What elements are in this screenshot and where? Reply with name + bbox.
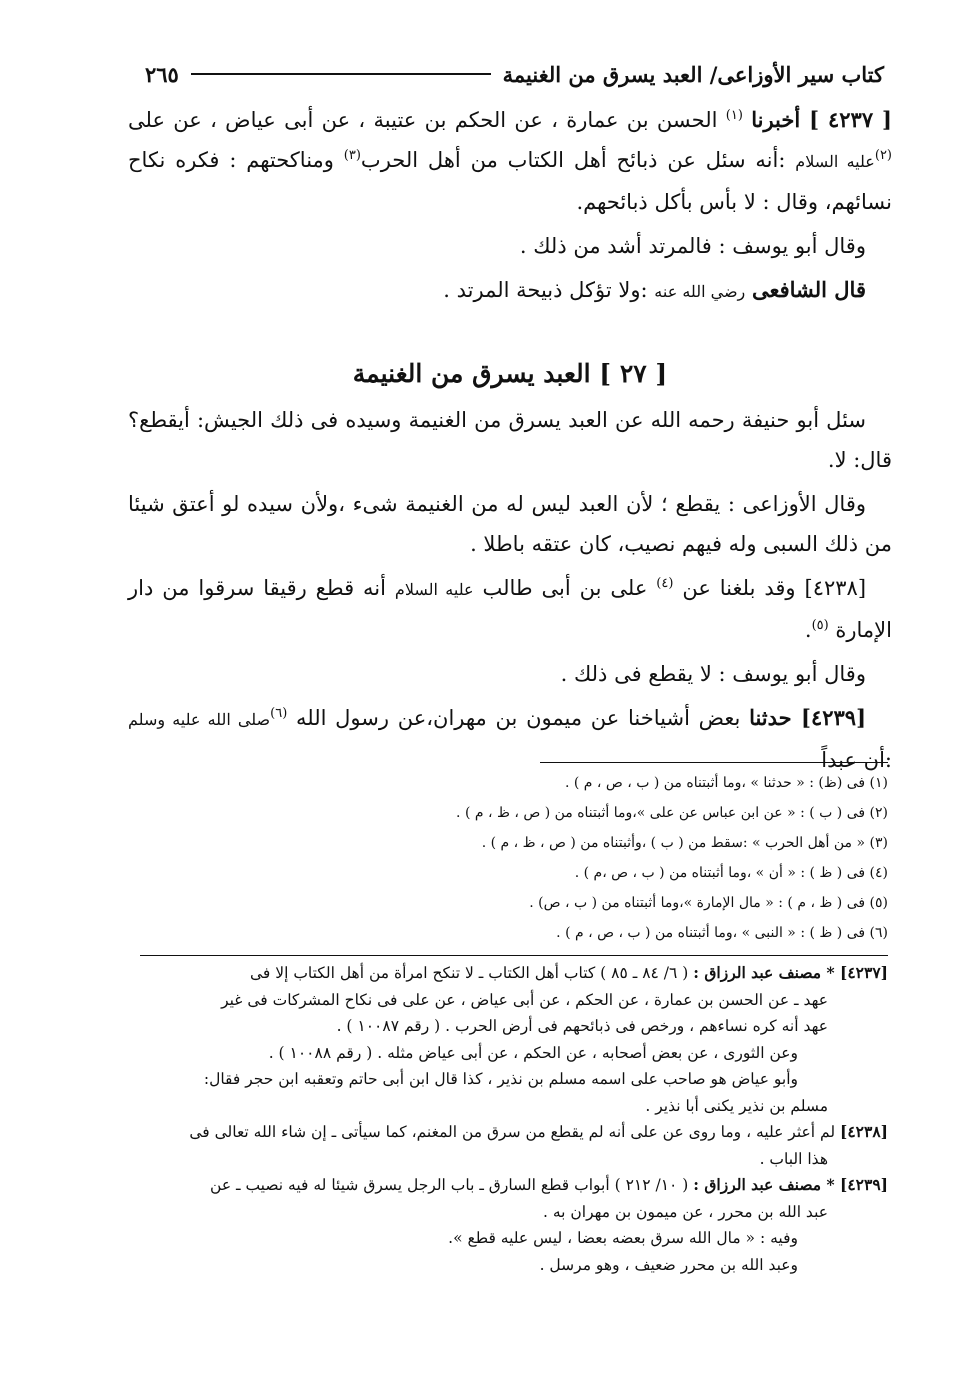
running-head: [145, 56, 884, 92]
paragraph-text: :ولا تؤكل ذبيحة المرتد .: [443, 278, 655, 302]
takhrij-4237-line: مسلم بن نذير يكنى أبا نذير .: [645, 1096, 828, 1115]
paragraph-abu-yusuf-2: وقال أبو يوسف : لا يقطع فى ذلك .: [560, 662, 866, 686]
footnotes: [456, 768, 888, 948]
takhrij-text: لم أعثر عليه ، وما روى عن على أنه لم يقطع من سرق من المغنم، كما سيأتى ـ إن شاء الله تعالى فى: [189, 1123, 840, 1141]
paragraph-text: على بن أبى طالب: [473, 576, 657, 600]
footnote-ref-2: (٢): [874, 148, 892, 163]
takhrij-4239-line: وفيه : « مال الله سرق بعضه بعضا ، ليس عليه قطع ».: [448, 1229, 798, 1247]
footnote-separator: [540, 762, 888, 763]
takhrij-4238-line: هذا الباب .: [759, 1149, 828, 1168]
takhrij-4238-line: [140, 1119, 888, 1146]
takhrij-4237-line: وأبو عياض هو صاحب على اسمه مسلم بن نذير ، كذا قال ابن أبى حاتم وتعقبه ابن حجر فقال:: [203, 1070, 798, 1088]
footnote-1: (١) فى (ظ) : « حدثنا » ،وما أثبتناه من ( ب ، ص ، م ) .: [564, 775, 888, 791]
footnote-6: (٦) فى ( ظ ) : « النبى » ،وما أثبتناه من ( ب ، ص ، م ) .: [556, 925, 888, 941]
takhrij-4239-line: وعبد الله بن محرر ضعيف ، وهو مرسل .: [539, 1255, 798, 1274]
footnote-ref-6: (٦): [270, 706, 288, 721]
honorific-glyph: رضي الله عنه: [654, 282, 746, 301]
paragraph-text: .: [804, 618, 812, 642]
honorific-glyph: صلى الله عليه وسلم: [128, 710, 271, 729]
takhrij-4237-line: [140, 960, 888, 987]
footnote-ref-3: (٣): [343, 148, 361, 163]
paragraph-text: :أنه سئل عن ذبائح أهل الكتاب من أهل الحرب: [360, 148, 796, 172]
paragraph-text: ومناكحتهم : فكره نكاح نسائهم، وقال : لا بأس بأكل ذبائحهم.: [128, 148, 892, 214]
takhrij-4237-line: عهد ـ عن الحسن بن عمارة ، عن الحكم ، عن أبى عياض ، عن على فى نكاح المشركات فى غير: [221, 990, 828, 1009]
hadith-number-4237: [ ٤٢٣٧ ] أخبرنا: [751, 107, 892, 132]
takhrij-4239-line: عبد الله بن محرر ، عن ميمون بن مهران به .: [543, 1202, 828, 1221]
paragraph-text: :أن عبداً: [821, 748, 892, 772]
paragraph-text: أنه قطع رقيقا سرقوا من دار الإمارة: [128, 576, 892, 642]
honorific-glyph: عليه السلام: [394, 580, 474, 599]
footnote-4: (٤) فى ( ظ ) : « أن » ،وما أثبتناه من ( ب ، ص ،م ) .: [574, 865, 888, 881]
takhrij-4238-head: [٤٢٣٨]: [840, 1122, 888, 1141]
paragraph-text: [٤٢٣٨] وقد بلغنا عن: [673, 576, 867, 600]
running-head-rule: [191, 73, 491, 75]
takhrij-4237-line: عهد أنه كره نساءهم ، ورخص فى ذبائحهم فى أرض الحرب . ( رقم ١٠٠٨٧ ) .: [336, 1017, 828, 1035]
paragraph-abu-hanifa: سئل أبو حنيفة رحمه الله عن العبد يسرق من الغنيمة وسيده فى ذلك الجيش: أيقطع؟ قال: لا.: [128, 408, 892, 472]
hadith-number-4239: [٤٢٣٩] حدثنا: [749, 705, 867, 730]
takhrij-text: ( ١٠/ ٢١٢ ) أبواب قطع السارق ـ باب الرجل يسرق شيئا له فيه نصيب ـ عن: [210, 1176, 694, 1194]
paragraph-abu-yusuf-1: وقال أبو يوسف : فالمرتد أشد من ذلك .: [519, 234, 866, 258]
takhrij-separator: [140, 955, 888, 956]
takhrij-4239-line: [140, 1172, 888, 1199]
page-number: ٢٦٥: [145, 61, 179, 87]
shafii-label: قال الشافعى: [751, 277, 866, 302]
takhrij-text: ( ٦/ ٨٤ ـ ٨٥ ) كتاب أهل الكتاب ـ لا تنكح امرأة من أهل الكتاب إلا فى: [249, 964, 694, 982]
footnote-ref-5: (٥): [811, 618, 829, 633]
paragraph-text: الحسن بن عمارة ، عن الحكم بن عتيبة ، عن أبى عياض ، عن على: [128, 108, 726, 132]
footnote-2: (٢) فى ( ب ) : « عن ابن عباس عن على »،وما أثبتناه من ( ص ، ظ ، م ) .: [456, 805, 888, 821]
footnote-5: (٥) فى ( ظ ، م ) : « مال الإمارة »،وما أثبتناه من ( ب ، ص) .: [529, 895, 888, 911]
paragraph-4237: [128, 100, 892, 222]
paragraph-awzai: وقال الأوزاعى : يقطع ؛ لأن العبد ليس له من الغنيمة شىء ،ولأن سيده لو أعتق شيئا من ذلك السبى وله فيهم نصيب، كان عتقه باطلا .: [128, 492, 892, 556]
section-title: [ ٢٧ ] العبد يسرق من الغنيمة: [352, 359, 668, 388]
takhrij-4237-head: [٤٢٣٧] * مصنف عبد الرزاق :: [693, 963, 888, 982]
running-head-title: كتاب سير الأوزاعى/ العبد يسرق من الغنيمة: [502, 61, 884, 87]
takhrij-4239-head: [٤٢٣٩] * مصنف عبد الرزاق :: [693, 1175, 888, 1194]
footnote-ref-1: (١): [725, 108, 743, 123]
paragraph-shafii: [128, 270, 892, 312]
honorific-glyph: عليه السلام: [795, 152, 875, 171]
paragraph-4238: [128, 568, 892, 650]
footnote-3: (٣) « من أهل الحرب » :سقط من ( ب ) ،وأثبتناه من ( ص ، ظ ، م ) .: [481, 835, 888, 851]
paragraph-text: بعض أشياخنا عن ميمون بن مهران،عن رسول الله: [287, 706, 750, 730]
main-text: [128, 100, 892, 784]
takhrij-4237-line: وعن الثورى ، عن بعض أصحابه ، عن الحكم ، عن أبى عياض مثله . ( رقم ١٠٠٨٨ ) .: [268, 1043, 798, 1062]
takhrij-notes: [140, 960, 888, 1278]
footnote-ref-4: (٤): [656, 576, 674, 591]
